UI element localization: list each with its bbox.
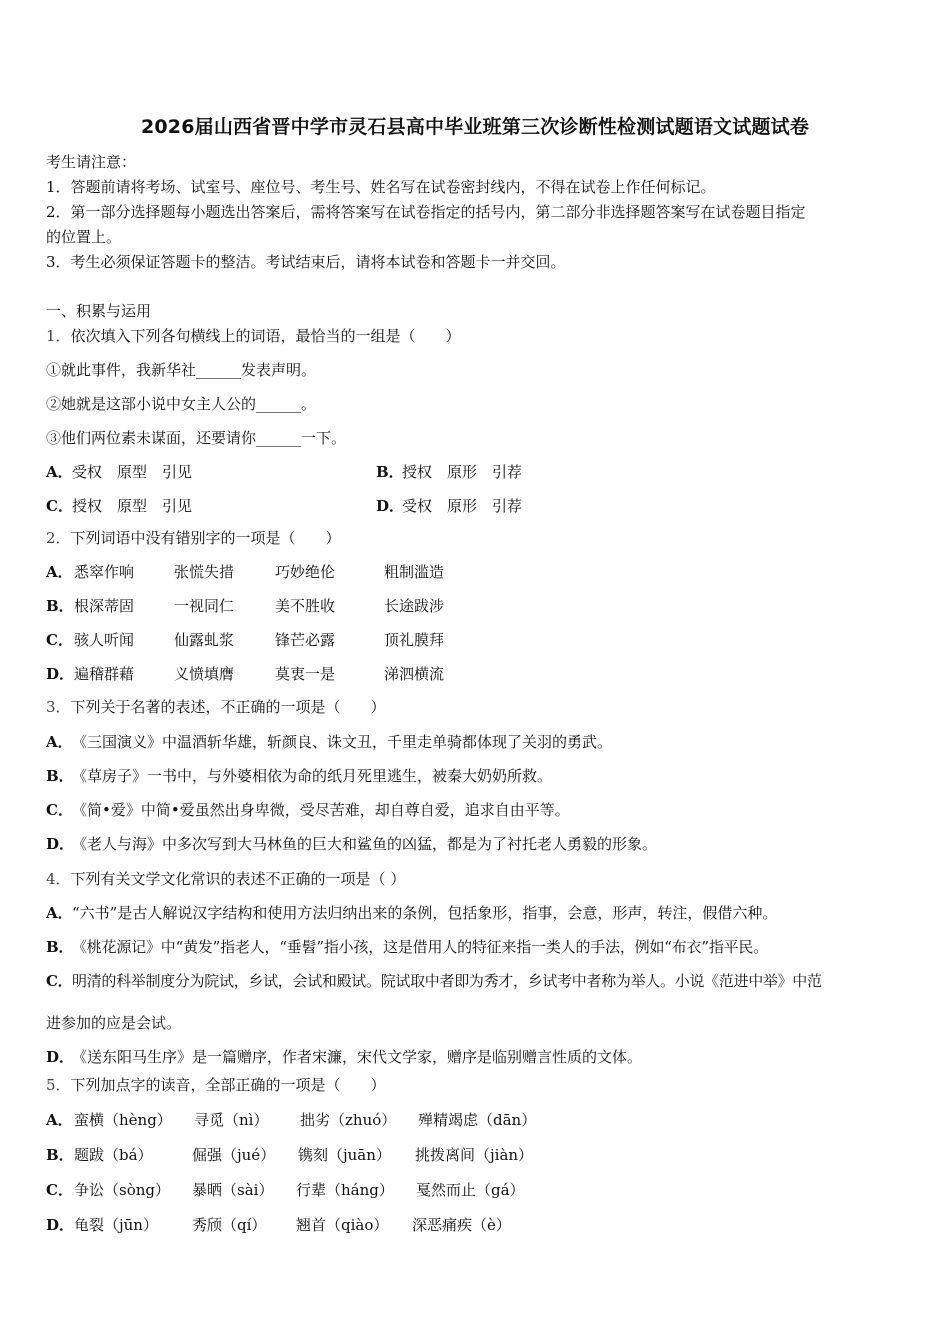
notice-heading: 考生请注意： (46, 153, 137, 171)
q1-sentence-3: ③他们两位素未谋面，还要请你______一下。 (46, 429, 347, 447)
option-a[interactable]: A．受权 原型 引见 (46, 463, 193, 481)
q1-sentence-2: ②她就是这部小说中女主人公的______。 (46, 395, 317, 413)
notice-item-2-cont: 的位置上。 (46, 228, 122, 246)
option-c[interactable]: C． 骇人听闻 仙露虬浆 锋芒必露 顶礼膜拜 (46, 631, 445, 649)
question-stem: 下列有关文学文化常识的表述不正确的一项是（ ） (70, 870, 406, 888)
option-c-continued: 进参加的应是会试。 (46, 1014, 182, 1032)
q1-sentence-1: ①就此事件，我新华社______发表声明。 (46, 361, 317, 379)
option-d[interactable]: D．《老人与海》中多次写到大马林鱼的巨大和鲨鱼的凶猛，都是为了衬托老人勇毅的形象。 (46, 835, 658, 853)
question-stem: 下列关于名著的表述，不正确的一项是（ ） (70, 698, 386, 716)
question-number: 4． (46, 870, 71, 888)
question-number: 5． (46, 1076, 71, 1094)
notice-item-3: 3．考生必须保证答题卡的整洁。考试结束后，请将本试卷和答题卡一并交回。 (46, 253, 566, 271)
question-number: 2． (46, 529, 71, 547)
question-stem: 依次填入下列各句横线上的词语，最恰当的一组是（ ） (70, 327, 461, 345)
option-b[interactable]: B． 题跋（bá） 倔强（jué） 镌刻（juān） 挑拨离间（jiàn） (46, 1146, 534, 1164)
page-title: 2026届山西省晋中学市灵石县高中毕业班第三次诊断性检测试题语文试题试卷 (140, 116, 810, 138)
option-d[interactable]: D． 龟裂（jūn） 秀颀（qí） 翘首（qiào） 深恶痛疾（è） (46, 1216, 511, 1234)
option-d[interactable]: D．《送东阳马生序》是一篇赠序，作者宋濂，宋代文学家，赠序是临别赠言性质的文体。 (46, 1048, 643, 1066)
option-a[interactable]: A． 悉窣作响 张慌失措 巧妙绝伦 粗制滥造 (46, 563, 445, 581)
option-a[interactable]: A． 蛮横（hèng） 寻觅（nì） 拙劣（zhuó） 殚精竭虑（dān） (46, 1111, 537, 1129)
notice-item-2: 2．第一部分选择题每小题选出答案后，需将答案写在试卷指定的括号内，第二部分非选择题答案写在试卷题目指定 (46, 203, 806, 221)
question-stem: 下列加点字的读音，全部正确的一项是（ ） (70, 1076, 386, 1094)
question-2 (46, 526, 910, 686)
question-stem: 下列词语中没有错别字的一项是（ ） (70, 529, 341, 547)
notice-item-1: 1．答题前请将考场、试室号、座位号、考生号、姓名写在试卷密封线内，不得在试卷上作任何标记。 (46, 178, 716, 196)
option-b[interactable]: B．授权 原形 引荐 (376, 463, 523, 481)
notice-section (46, 150, 910, 274)
question-3 (46, 695, 910, 856)
option-a[interactable]: A．《三国演义》中温酒斩华雄，斩颜良、诛文丑，千里走单骑都体现了关羽的勇武。 (46, 733, 613, 751)
question-5 (46, 1073, 910, 1237)
option-d[interactable]: D．受权 原形 引荐 (376, 497, 523, 515)
option-d[interactable]: D． 遍稽群藉 义愤填膺 莫衷一是 涕泗横流 (46, 665, 445, 683)
option-b[interactable]: B．《桃花源记》中“黄发”指老人，“垂髫”指小孩，这是借用人的特征来指一类人的手法，例如“布衣”指平民。 (46, 938, 769, 956)
option-c[interactable]: C．《简•爱》中简•爱虽然出身卑微，受尽苦难，却自尊自爱，追求自由平等。 (46, 801, 570, 819)
option-c[interactable]: C． 争讼（sòng） 暴晒（sài） 行辈（háng） 戛然而止（gá） (46, 1181, 525, 1199)
section-heading: 一、积累与运用 (46, 302, 152, 320)
option-c[interactable]: C．授权 原型 引见 (46, 497, 193, 515)
question-number: 1． (46, 327, 71, 345)
option-b[interactable]: B． 根深蒂固 一视同仁 美不胜收 长途跋涉 (46, 597, 445, 615)
option-b[interactable]: B．《草房子》一书中，与外婆相依为命的纸月死里逃生，被秦大奶奶所救。 (46, 767, 553, 785)
option-c[interactable]: C．明清的科举制度分为院试，乡试，会试和殿试。院试取中者即为秀才，乡试考中者称为举人。小说《范进中举》中范 (46, 972, 822, 990)
option-a[interactable]: A．“六书”是古人解说汉字结构和使用方法归纳出来的条例，包括象形，指事，会意，形声，转注，假借六种。 (46, 904, 778, 922)
question-number: 3． (46, 698, 71, 716)
question-1 (46, 324, 910, 518)
question-4 (46, 867, 910, 1069)
